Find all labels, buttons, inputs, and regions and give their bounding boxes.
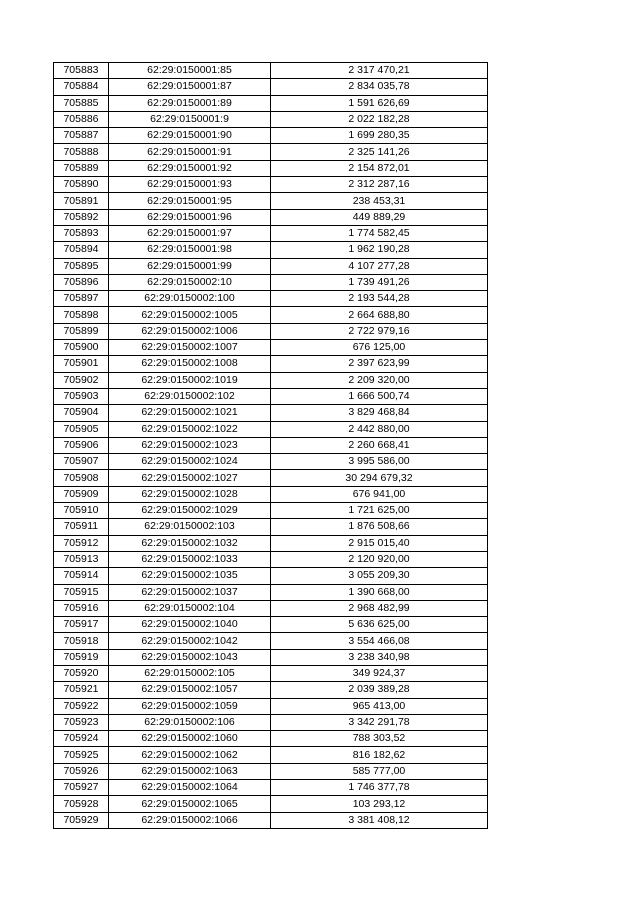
table-row (54, 535, 488, 551)
value-cell: 1 591 626,69 (271, 95, 488, 111)
value-cell: 2 442 880,00 (271, 421, 488, 437)
cadastral-number-cell: 62:29:0150001:91 (109, 144, 271, 160)
row-id-cell: 705884 (54, 79, 109, 95)
table-row (54, 551, 488, 567)
cadastral-number-cell: 62:29:0150001:90 (109, 128, 271, 144)
cadastral-number-cell: 62:29:0150002:102 (109, 388, 271, 404)
table-row (54, 682, 488, 698)
table-row (54, 600, 488, 616)
cadastral-number-cell: 62:29:0150002:1063 (109, 763, 271, 779)
table-row (54, 812, 488, 828)
row-id-cell: 705926 (54, 763, 109, 779)
value-cell: 676 941,00 (271, 486, 488, 502)
cadastral-number-cell: 62:29:0150002:1027 (109, 470, 271, 486)
row-id-cell: 705913 (54, 551, 109, 567)
row-id-cell: 705889 (54, 160, 109, 176)
row-id-cell: 705883 (54, 63, 109, 79)
row-id-cell: 705925 (54, 747, 109, 763)
value-cell: 349 924,37 (271, 665, 488, 681)
table-row (54, 714, 488, 730)
table-row (54, 323, 488, 339)
table-row (54, 731, 488, 747)
cadastral-number-cell: 62:29:0150001:89 (109, 95, 271, 111)
row-id-cell: 705929 (54, 812, 109, 828)
data-table (53, 62, 488, 829)
value-cell: 2 915 015,40 (271, 535, 488, 551)
row-id-cell: 705905 (54, 421, 109, 437)
cadastral-number-cell: 62:29:0150001:99 (109, 258, 271, 274)
value-cell: 2 154 872,01 (271, 160, 488, 176)
row-id-cell: 705893 (54, 225, 109, 241)
value-cell: 2 968 482,99 (271, 600, 488, 616)
cadastral-number-cell: 62:29:0150001:97 (109, 225, 271, 241)
value-cell: 965 413,00 (271, 698, 488, 714)
cadastral-number-cell: 62:29:0150002:105 (109, 665, 271, 681)
cadastral-number-cell: 62:29:0150002:106 (109, 714, 271, 730)
row-id-cell: 705892 (54, 209, 109, 225)
value-cell: 2 209 320,00 (271, 372, 488, 388)
cadastral-number-cell: 62:29:0150001:95 (109, 193, 271, 209)
row-id-cell: 705894 (54, 242, 109, 258)
table-row (54, 95, 488, 111)
value-cell: 2 325 141,26 (271, 144, 488, 160)
value-cell: 3 055 209,30 (271, 568, 488, 584)
table-row (54, 144, 488, 160)
cadastral-number-cell: 62:29:0150002:100 (109, 291, 271, 307)
cadastral-number-cell: 62:29:0150002:10 (109, 274, 271, 290)
cadastral-number-cell: 62:29:0150002:1023 (109, 437, 271, 453)
table-row (54, 519, 488, 535)
value-cell: 1 666 500,74 (271, 388, 488, 404)
row-id-cell: 705923 (54, 714, 109, 730)
cadastral-number-cell: 62:29:0150002:1008 (109, 356, 271, 372)
table-row (54, 193, 488, 209)
cadastral-number-cell: 62:29:0150002:1040 (109, 617, 271, 633)
cadastral-number-cell: 62:29:0150002:1060 (109, 731, 271, 747)
row-id-cell: 705901 (54, 356, 109, 372)
row-id-cell: 705898 (54, 307, 109, 323)
cadastral-number-cell: 62:29:0150002:1007 (109, 340, 271, 356)
cadastral-number-cell: 62:29:0150002:1066 (109, 812, 271, 828)
table-body (54, 63, 488, 829)
table-row (54, 780, 488, 796)
row-id-cell: 705899 (54, 323, 109, 339)
cadastral-number-cell: 62:29:0150002:1042 (109, 633, 271, 649)
row-id-cell: 705896 (54, 274, 109, 290)
cadastral-number-cell: 62:29:0150002:1024 (109, 454, 271, 470)
table-row (54, 160, 488, 176)
row-id-cell: 705907 (54, 454, 109, 470)
value-cell: 3 342 291,78 (271, 714, 488, 730)
value-cell: 1 774 582,45 (271, 225, 488, 241)
value-cell: 4 107 277,28 (271, 258, 488, 274)
row-id-cell: 705928 (54, 796, 109, 812)
table-row (54, 291, 488, 307)
table-row (54, 177, 488, 193)
table-row (54, 796, 488, 812)
table-row (54, 242, 488, 258)
cadastral-number-cell: 62:29:0150002:1032 (109, 535, 271, 551)
table-row (54, 356, 488, 372)
value-cell: 1 390 668,00 (271, 584, 488, 600)
value-cell: 2 317 470,21 (271, 63, 488, 79)
row-id-cell: 705904 (54, 405, 109, 421)
cadastral-number-cell: 62:29:0150001:92 (109, 160, 271, 176)
table-row (54, 665, 488, 681)
table-row (54, 617, 488, 633)
cadastral-number-cell: 62:29:0150002:1022 (109, 421, 271, 437)
row-id-cell: 705909 (54, 486, 109, 502)
value-cell: 3 554 466,08 (271, 633, 488, 649)
table-row (54, 79, 488, 95)
cadastral-number-cell: 62:29:0150002:104 (109, 600, 271, 616)
table-row (54, 63, 488, 79)
value-cell: 1 876 508,66 (271, 519, 488, 535)
row-id-cell: 705895 (54, 258, 109, 274)
table-row (54, 747, 488, 763)
cadastral-number-cell: 62:29:0150002:1006 (109, 323, 271, 339)
table-row (54, 307, 488, 323)
row-id-cell: 705906 (54, 437, 109, 453)
value-cell: 1 746 377,78 (271, 780, 488, 796)
value-cell: 2 722 979,16 (271, 323, 488, 339)
table-row (54, 649, 488, 665)
value-cell: 5 636 625,00 (271, 617, 488, 633)
value-cell: 788 303,52 (271, 731, 488, 747)
table-row (54, 340, 488, 356)
row-id-cell: 705891 (54, 193, 109, 209)
value-cell: 2 193 544,28 (271, 291, 488, 307)
table-row (54, 128, 488, 144)
value-cell: 3 995 586,00 (271, 454, 488, 470)
table-row (54, 111, 488, 127)
cadastral-number-cell: 62:29:0150002:1064 (109, 780, 271, 796)
row-id-cell: 705908 (54, 470, 109, 486)
value-cell: 2 834 035,78 (271, 79, 488, 95)
cadastral-number-cell: 62:29:0150002:1059 (109, 698, 271, 714)
table-row (54, 421, 488, 437)
row-id-cell: 705902 (54, 372, 109, 388)
value-cell: 676 125,00 (271, 340, 488, 356)
value-cell: 1 739 491,26 (271, 274, 488, 290)
row-id-cell: 705916 (54, 600, 109, 616)
table-row (54, 405, 488, 421)
cadastral-number-cell: 62:29:0150002:1037 (109, 584, 271, 600)
cadastral-number-cell: 62:29:0150002:1065 (109, 796, 271, 812)
row-id-cell: 705915 (54, 584, 109, 600)
cadastral-number-cell: 62:29:0150001:87 (109, 79, 271, 95)
table-row (54, 584, 488, 600)
value-cell: 816 182,62 (271, 747, 488, 763)
row-id-cell: 705918 (54, 633, 109, 649)
cadastral-number-cell: 62:29:0150002:1057 (109, 682, 271, 698)
table-row (54, 372, 488, 388)
cadastral-number-cell: 62:29:0150001:9 (109, 111, 271, 127)
cadastral-number-cell: 62:29:0150002:103 (109, 519, 271, 535)
table-row (54, 568, 488, 584)
value-cell: 585 777,00 (271, 763, 488, 779)
table-row (54, 470, 488, 486)
row-id-cell: 705900 (54, 340, 109, 356)
cadastral-number-cell: 62:29:0150001:85 (109, 63, 271, 79)
value-cell: 449 889,29 (271, 209, 488, 225)
row-id-cell: 705920 (54, 665, 109, 681)
value-cell: 2 260 668,41 (271, 437, 488, 453)
row-id-cell: 705897 (54, 291, 109, 307)
value-cell: 2 039 389,28 (271, 682, 488, 698)
table-row (54, 388, 488, 404)
value-cell: 3 829 468,84 (271, 405, 488, 421)
table-row (54, 698, 488, 714)
value-cell: 2 397 623,99 (271, 356, 488, 372)
row-id-cell: 705921 (54, 682, 109, 698)
row-id-cell: 705922 (54, 698, 109, 714)
row-id-cell: 705919 (54, 649, 109, 665)
value-cell: 1 962 190,28 (271, 242, 488, 258)
cadastral-number-cell: 62:29:0150002:1019 (109, 372, 271, 388)
value-cell: 2 664 688,80 (271, 307, 488, 323)
value-cell: 30 294 679,32 (271, 470, 488, 486)
table-row (54, 633, 488, 649)
cadastral-number-cell: 62:29:0150002:1035 (109, 568, 271, 584)
row-id-cell: 705912 (54, 535, 109, 551)
table-row (54, 209, 488, 225)
row-id-cell: 705885 (54, 95, 109, 111)
table-row (54, 763, 488, 779)
cadastral-number-cell: 62:29:0150002:1043 (109, 649, 271, 665)
value-cell: 3 381 408,12 (271, 812, 488, 828)
value-cell: 1 721 625,00 (271, 503, 488, 519)
row-id-cell: 705924 (54, 731, 109, 747)
cadastral-number-cell: 62:29:0150002:1033 (109, 551, 271, 567)
value-cell: 103 293,12 (271, 796, 488, 812)
cadastral-number-cell: 62:29:0150002:1062 (109, 747, 271, 763)
row-id-cell: 705914 (54, 568, 109, 584)
value-cell: 238 453,31 (271, 193, 488, 209)
value-cell: 2 120 920,00 (271, 551, 488, 567)
table-row (54, 274, 488, 290)
value-cell: 1 699 280,35 (271, 128, 488, 144)
cadastral-number-cell: 62:29:0150001:93 (109, 177, 271, 193)
cadastral-number-cell: 62:29:0150001:98 (109, 242, 271, 258)
row-id-cell: 705886 (54, 111, 109, 127)
value-cell: 2 312 287,16 (271, 177, 488, 193)
cadastral-number-cell: 62:29:0150002:1028 (109, 486, 271, 502)
row-id-cell: 705903 (54, 388, 109, 404)
table-row (54, 258, 488, 274)
cadastral-number-cell: 62:29:0150002:1021 (109, 405, 271, 421)
row-id-cell: 705910 (54, 503, 109, 519)
row-id-cell: 705888 (54, 144, 109, 160)
table-row (54, 503, 488, 519)
table-row (54, 486, 488, 502)
table-row (54, 225, 488, 241)
cadastral-number-cell: 62:29:0150002:1029 (109, 503, 271, 519)
cadastral-number-cell: 62:29:0150002:1005 (109, 307, 271, 323)
table-row (54, 437, 488, 453)
cadastral-number-cell: 62:29:0150001:96 (109, 209, 271, 225)
value-cell: 3 238 340,98 (271, 649, 488, 665)
row-id-cell: 705927 (54, 780, 109, 796)
row-id-cell: 705911 (54, 519, 109, 535)
row-id-cell: 705887 (54, 128, 109, 144)
value-cell: 2 022 182,28 (271, 111, 488, 127)
row-id-cell: 705917 (54, 617, 109, 633)
table-row (54, 454, 488, 470)
row-id-cell: 705890 (54, 177, 109, 193)
